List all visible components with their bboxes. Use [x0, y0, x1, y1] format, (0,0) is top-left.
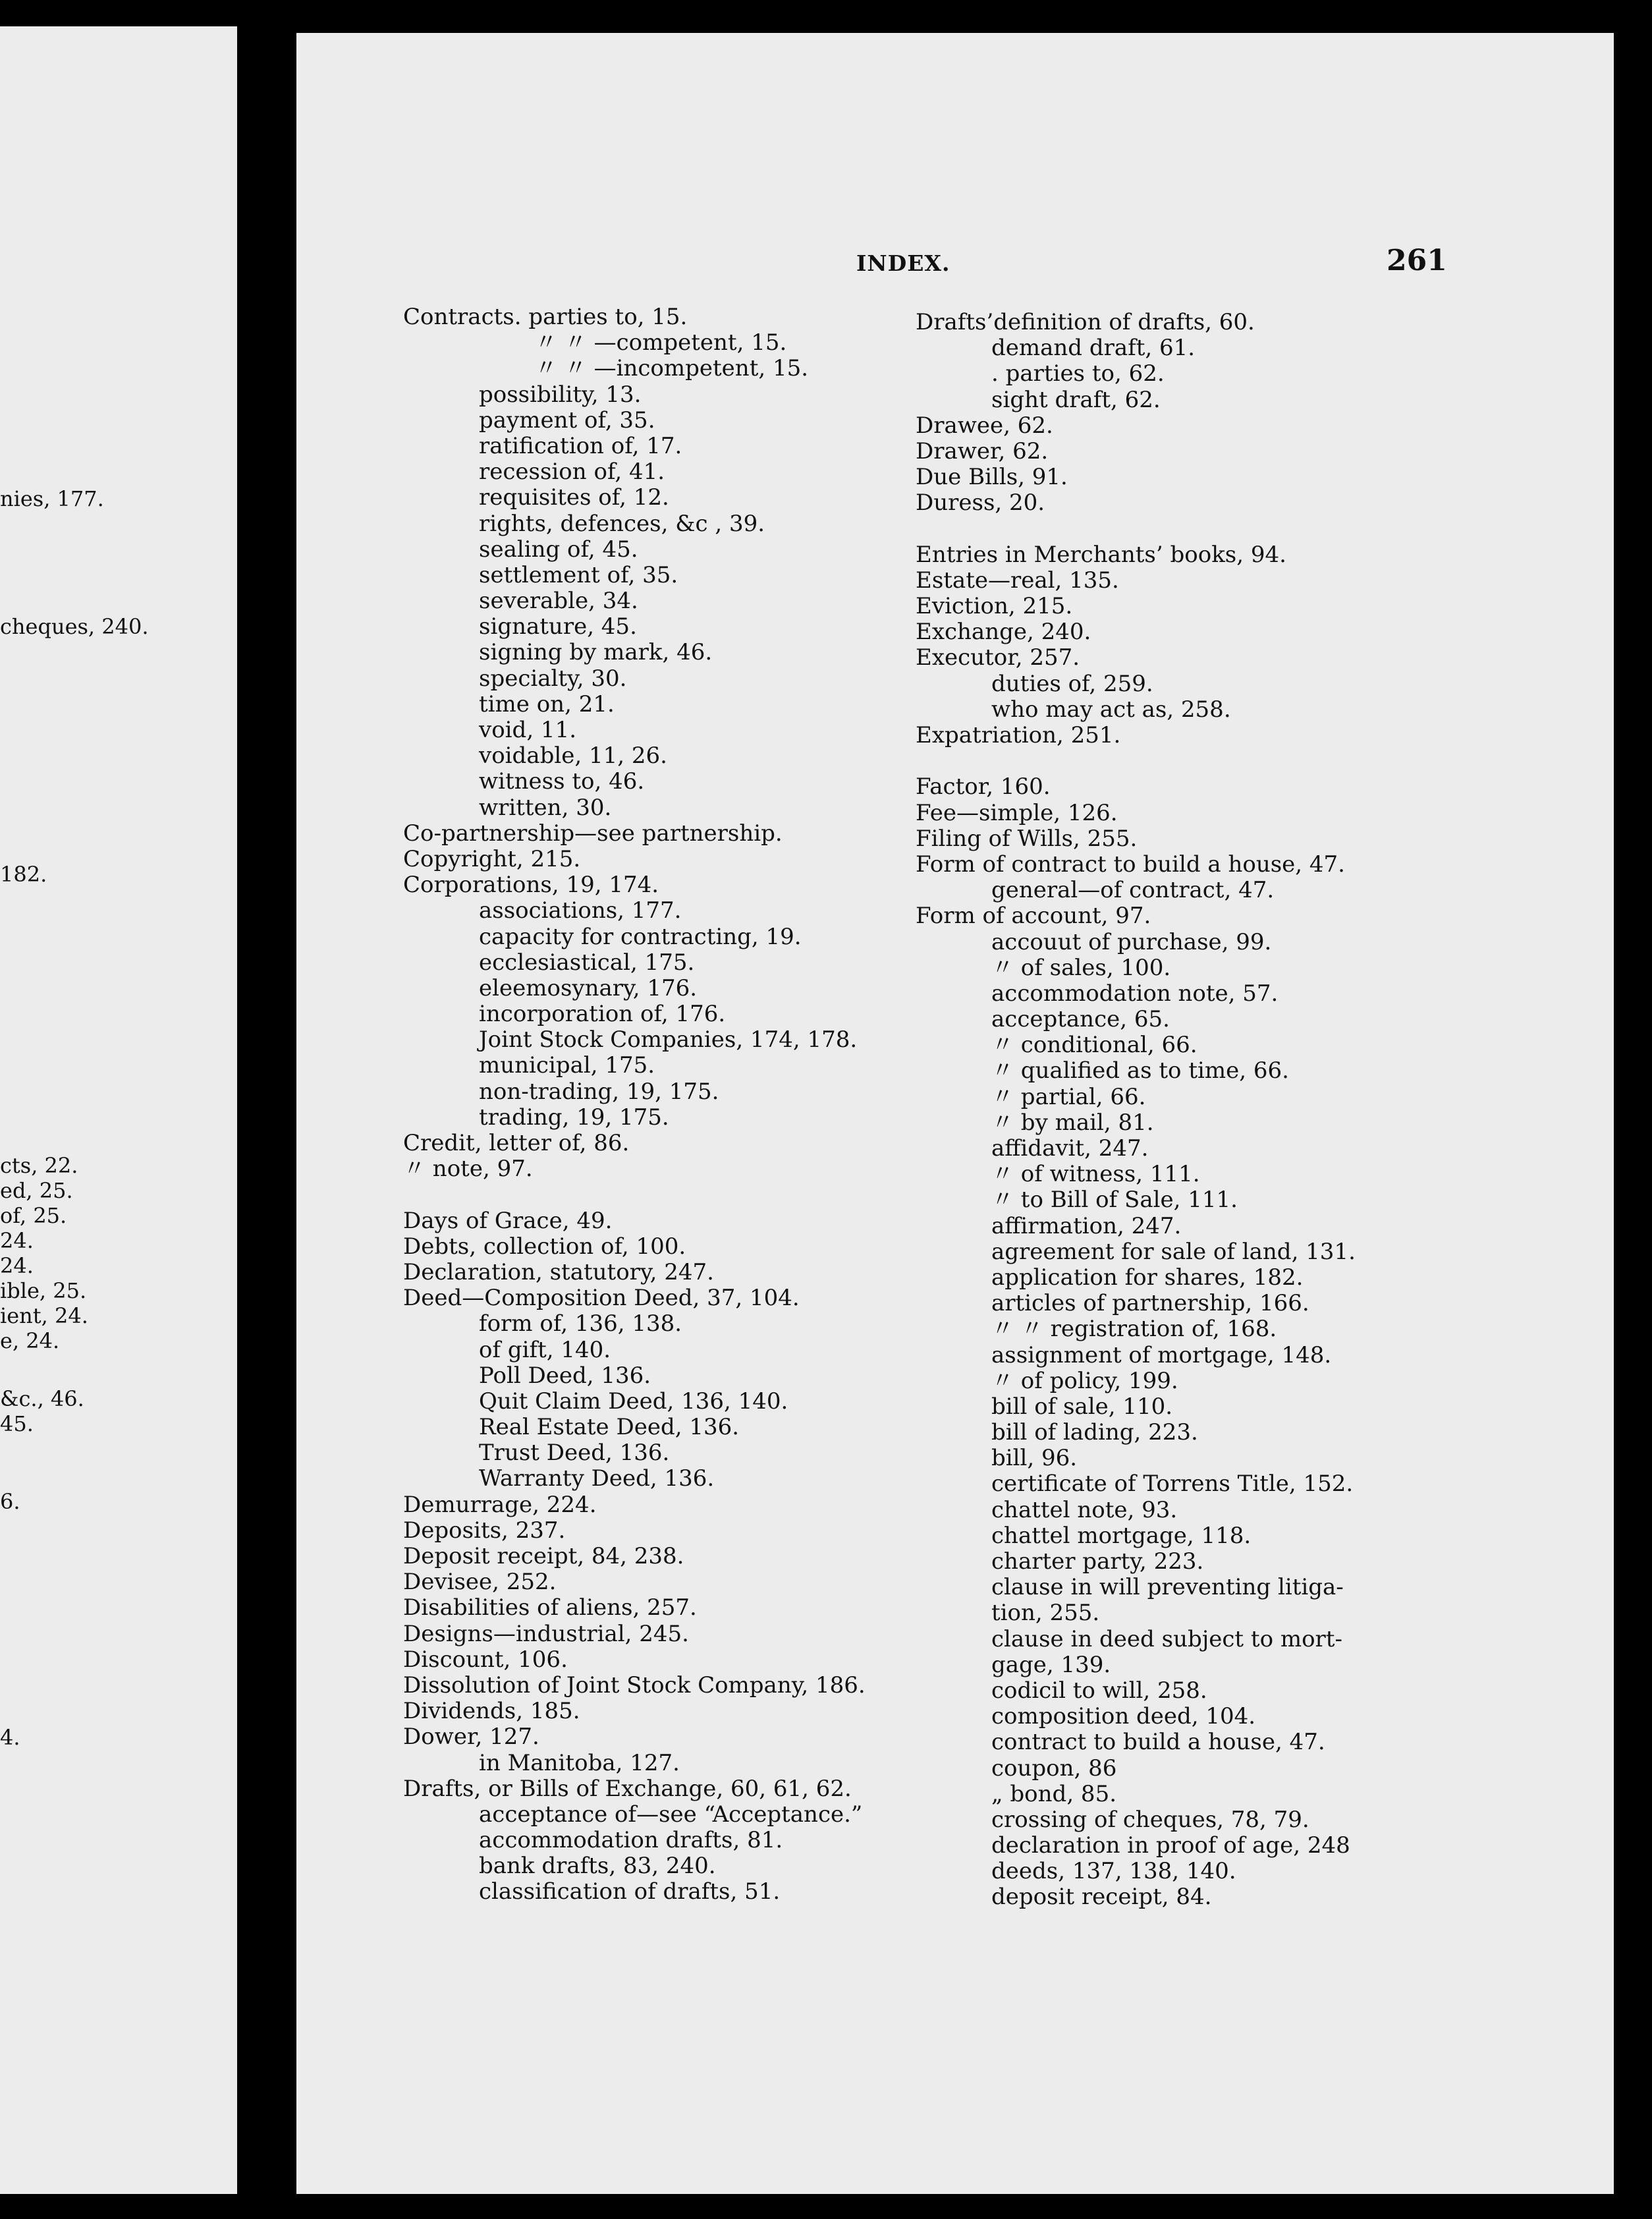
facing-page-line: 182.	[0, 862, 47, 887]
index-entry: Form of account, 97.	[916, 903, 1151, 930]
index-entry: Debts, collection of, 100.	[403, 1233, 686, 1260]
index-entry: Deed—Composition Deed, 37, 104.	[403, 1285, 800, 1312]
index-entry: Copyright, 215.	[403, 845, 581, 872]
index-entry: void, 11.	[479, 717, 577, 743]
index-page	[296, 33, 1614, 2194]
index-entry: Demurrage, 224.	[403, 1491, 597, 1518]
index-entry: demand draft, 61.	[991, 335, 1196, 362]
facing-page	[0, 26, 237, 2194]
index-entry: Filing of Wills, 255.	[916, 825, 1138, 852]
index-entry: witness to, 46.	[479, 768, 645, 795]
index-entry: 〃 of sales, 100.	[991, 954, 1171, 981]
index-entry: signature, 45.	[479, 613, 637, 640]
index-entry: 〃 qualified as to time, 66.	[991, 1057, 1289, 1084]
index-entry: form of, 136, 138.	[479, 1310, 682, 1337]
index-entry: 〃 note, 97.	[403, 1156, 533, 1183]
index-entry: capacity for contracting, 19.	[479, 923, 802, 950]
index-entry: Disabilities of aliens, 257.	[403, 1594, 697, 1621]
index-entry: deposit receipt, 84.	[991, 1884, 1212, 1911]
index-entry: 〃 of witness, 111.	[991, 1161, 1200, 1188]
index-entry: bank drafts, 83, 240.	[479, 1853, 716, 1880]
index-entry: Devisee, 252.	[403, 1569, 557, 1596]
index-column-right	[916, 310, 1356, 1911]
index-entry: Drafts’definition of drafts, 60.	[916, 309, 1255, 335]
facing-page-line: &c., 46.	[0, 1386, 84, 1411]
index-entry: Deposits, 237.	[403, 1517, 566, 1544]
index-entry: Discount, 106.	[403, 1646, 568, 1673]
index-entry: Dividends, 185.	[403, 1698, 580, 1725]
index-entry: Real Estate Deed, 136.	[479, 1414, 740, 1441]
index-entry: clause in will preventing litiga-	[991, 1574, 1344, 1601]
facing-page-line: cts, 22.	[0, 1153, 78, 1178]
index-entry: Contracts. parties to, 15.	[403, 304, 688, 330]
index-entry: of gift, 140.	[479, 1336, 611, 1363]
index-entry: Quit Claim Deed, 136, 140.	[479, 1388, 788, 1415]
page-number: 261	[1387, 244, 1447, 277]
facing-page-line: 24.	[0, 1228, 34, 1253]
index-entry: Expatriation, 251.	[916, 722, 1121, 748]
index-entry: 〃 〃 —competent, 15.	[535, 329, 787, 356]
index-entry: voidable, 11, 26.	[479, 743, 667, 770]
index-entry: clause in deed subject to mort-	[991, 1625, 1342, 1652]
index-entry: codicil to will, 258.	[991, 1677, 1207, 1704]
index-entry: accouut of purchase, 99.	[991, 928, 1272, 955]
index-entry: 〃 partial, 66.	[991, 1083, 1146, 1110]
facing-page-line: ible, 25.	[0, 1278, 87, 1303]
index-entry: chattel note, 93.	[991, 1496, 1178, 1523]
index-entry: requisites of, 12.	[479, 484, 669, 511]
index-entry: Eviction, 215.	[916, 593, 1073, 620]
index-entry: . parties to, 62.	[991, 360, 1165, 387]
index-entry: agreement for sale of land, 131.	[991, 1238, 1356, 1265]
index-entry: Exchange, 240.	[916, 619, 1091, 646]
index-entry: Dower, 127.	[403, 1724, 539, 1751]
index-entry: accommodation note, 57.	[991, 980, 1279, 1007]
index-entry: bill of lading, 223.	[991, 1419, 1198, 1446]
index-entry: affirmation, 247.	[991, 1212, 1182, 1239]
index-entry: Corporations, 19, 174.	[403, 872, 659, 899]
page-title: INDEX.	[856, 250, 950, 276]
index-entry	[916, 517, 1356, 542]
index-entry: time on, 21.	[479, 690, 615, 717]
facing-page-line: nies, 177.	[0, 486, 104, 511]
index-entry: signing by mark, 46.	[479, 639, 713, 666]
index-entry: Trust Deed, 136.	[479, 1440, 670, 1467]
index-entry: Fee—simple, 126.	[916, 799, 1118, 826]
index-entry: possibility, 13.	[479, 381, 642, 408]
facing-page-line: 4.	[0, 1725, 20, 1750]
index-entry: accommodation drafts, 81.	[479, 1827, 783, 1854]
index-entry: severable, 34.	[479, 588, 638, 615]
facing-page-line: ed, 25.	[0, 1178, 73, 1203]
index-entry: Days of Grace, 49.	[403, 1207, 613, 1234]
index-entry: general—of contract, 47.	[991, 877, 1275, 904]
index-entry: payment of, 35.	[479, 407, 655, 434]
index-entry: tion, 255.	[991, 1600, 1100, 1627]
index-entry: classification of drafts, 51.	[479, 1878, 781, 1905]
index-entry: chattel mortgage, 118.	[991, 1522, 1252, 1549]
index-entry: Designs—industrial, 245.	[403, 1620, 689, 1647]
index-entry: composition deed, 104.	[991, 1703, 1256, 1730]
index-entry: crossing of cheques, 78, 79.	[991, 1806, 1309, 1833]
index-entry: trading, 19, 175.	[479, 1104, 669, 1131]
index-entry: 〃 by mail, 81.	[991, 1109, 1154, 1136]
index-entry: 〃 of policy, 199.	[991, 1367, 1178, 1394]
index-entry: recession of, 41.	[479, 459, 665, 486]
index-entry: assignment of mortgage, 148.	[991, 1341, 1332, 1368]
index-entry: in Manitoba, 127.	[479, 1749, 680, 1776]
index-entry: certificate of Torrens Title, 152.	[991, 1471, 1354, 1498]
index-entry: 〃 〃 —incompetent, 15.	[535, 355, 809, 382]
index-entry: affidavit, 247.	[991, 1135, 1149, 1162]
index-entry: charter party, 223.	[991, 1548, 1204, 1575]
index-entry: Executor, 257.	[916, 644, 1080, 671]
index-entry: 〃 to Bill of Sale, 111.	[991, 1187, 1238, 1214]
index-entry: eleemosynary, 176.	[479, 974, 698, 1001]
index-entry: Deposit receipt, 84, 238.	[403, 1543, 684, 1569]
index-entry: 〃 〃 registration of, 168.	[991, 1316, 1277, 1343]
index-entry: specialty, 30.	[479, 665, 627, 692]
facing-page-line: cheques, 240.	[0, 614, 149, 639]
index-entry: Form of contract to build a house, 47.	[916, 851, 1345, 878]
index-entry: ecclesiastical, 175.	[479, 949, 695, 976]
index-entry: municipal, 175.	[479, 1052, 655, 1079]
index-entry: Declaration, statutory, 247.	[403, 1258, 714, 1285]
index-entry: gage, 139.	[991, 1651, 1111, 1678]
index-entry: who may act as, 258.	[991, 696, 1231, 723]
index-entry: declaration in proof of age, 248	[991, 1832, 1350, 1859]
index-entry: coupon, 86	[991, 1755, 1117, 1782]
index-entry: Drawer, 62.	[916, 437, 1049, 464]
index-entry: Due Bills, 91.	[916, 464, 1068, 491]
facing-page-line: ient, 24.	[0, 1303, 88, 1328]
index-entry: sealing of, 45.	[479, 536, 638, 563]
index-entry: Joint Stock Companies, 174, 178.	[479, 1026, 858, 1053]
facing-page-line: e, 24.	[0, 1328, 60, 1353]
index-entry: non-trading, 19, 175.	[479, 1078, 719, 1105]
index-entry: acceptance, 65.	[991, 1006, 1170, 1033]
index-entry: contract to build a house, 47.	[991, 1729, 1325, 1756]
index-entry: rights, defences, &c , 39.	[479, 510, 765, 537]
facing-page-line: of, 25.	[0, 1203, 67, 1228]
index-entry: sight draft, 62.	[991, 386, 1161, 413]
index-entry: duties of, 259.	[991, 670, 1153, 697]
index-entry: 〃 conditional, 66.	[991, 1032, 1198, 1059]
index-column-left	[403, 304, 866, 1905]
facing-page-line: 45.	[0, 1411, 34, 1436]
index-entry: Estate—real, 135.	[916, 567, 1119, 594]
facing-page-line: 24.	[0, 1253, 34, 1278]
index-entry	[403, 1182, 866, 1208]
index-entry: ratification of, 17.	[479, 432, 682, 459]
index-entry: bill of sale, 110.	[991, 1393, 1173, 1420]
index-entry: Entries in Merchants’ books, 94.	[916, 541, 1286, 568]
index-entry: bill, 96.	[991, 1445, 1078, 1472]
index-entry: Warranty Deed, 136.	[479, 1465, 715, 1492]
index-entry: Credit, letter of, 86.	[403, 1130, 630, 1156]
index-entry: written, 30.	[479, 794, 612, 821]
index-entry: deeds, 137, 138, 140.	[991, 1858, 1236, 1885]
index-entry: application for shares, 182.	[991, 1264, 1304, 1291]
index-entry: „ bond, 85.	[991, 1780, 1117, 1807]
index-entry: Dissolution of Joint Stock Company, 186.	[403, 1671, 866, 1699]
index-entry: Drawee, 62.	[916, 412, 1053, 439]
index-entry: incorporation of, 176.	[479, 1001, 726, 1028]
index-entry: Poll Deed, 136.	[479, 1362, 651, 1389]
facing-page-line: 6.	[0, 1489, 20, 1514]
index-entry: Drafts, or Bills of Exchange, 60, 61, 62.	[403, 1775, 852, 1802]
index-entry: articles of partnership, 166.	[991, 1290, 1309, 1317]
index-entry: Factor, 160.	[916, 773, 1051, 801]
index-entry: associations, 177.	[479, 897, 682, 924]
index-entry: Duress, 20.	[916, 490, 1045, 517]
index-entry: acceptance of—see “Acceptance.”	[479, 1801, 863, 1828]
index-entry	[916, 748, 1356, 774]
index-entry: Co-partnership—see partnership.	[403, 820, 783, 847]
index-entry: settlement of, 35.	[479, 561, 678, 588]
